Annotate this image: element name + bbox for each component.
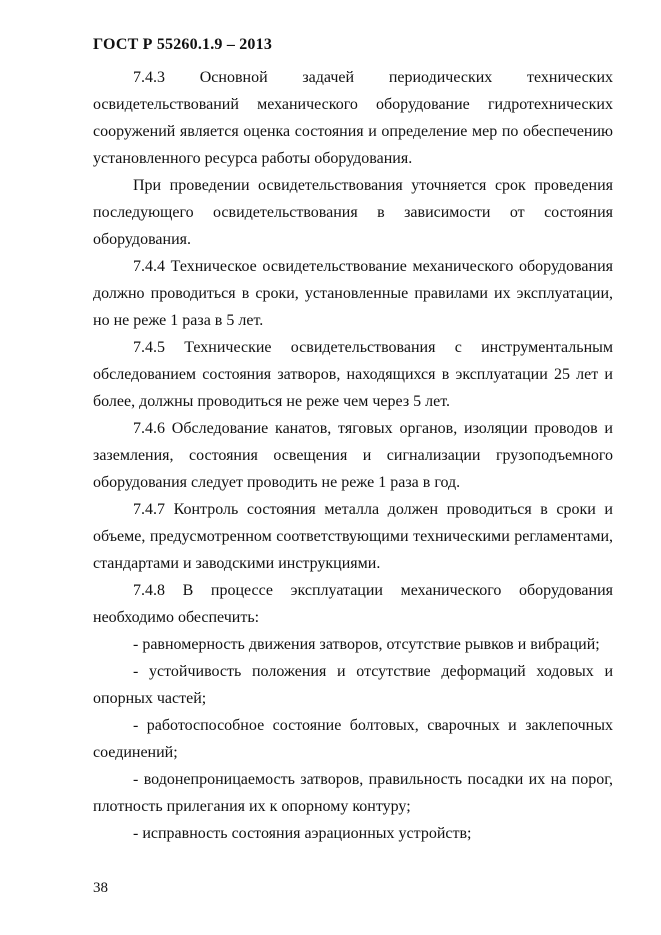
list-item: - исправность состояния аэрационных устройств;	[133, 825, 472, 842]
page-number: 38	[93, 880, 108, 896]
paragraph-7-4-8: 7.4.8 В процессе эксплуатации механического оборудования необходимо обеспечить:	[93, 582, 613, 626]
document-body	[93, 64, 613, 847]
document-header: ГОСТ Р 55260.1.9 – 2013	[93, 36, 273, 53]
paragraph-7-4-6: 7.4.6 Обследование канатов, тяговых органов, изоляции проводов и заземления, состояния освещения и сигнализации грузоподъемного оборудования следует проводить не реже 1 раза в год.	[93, 420, 613, 491]
list-item: - устойчивость положения и отсутствие деформаций ходовых и опорных частей;	[93, 663, 613, 707]
paragraph-7-4-3-continued: При проведении освидетельствования уточняется срок проведения последующего освидетельствования в зависимости от состояния оборудования.	[93, 177, 613, 248]
paragraph-7-4-3: 7.4.3 Основной задачей периодических технических освидетельствований механического оборудование гидротехнических сооружений является оценка состояния и определение мер по обеспечению установленного ресурса работы оборудования.	[93, 69, 613, 167]
paragraph-7-4-4: 7.4.4 Техническое освидетельствование механического оборудования должно проводиться в сроки, установленные правилами их эксплуатации, но не реже 1 раза в 5 лет.	[93, 258, 613, 329]
list-item: - равномерность движения затворов, отсутствие рывков и вибраций;	[133, 636, 600, 653]
paragraph-7-4-7: 7.4.7 Контроль состояния металла должен проводиться в сроки и объеме, предусмотренном соответствующими техническими регламентами, стандартами и заводскими инструкциями.	[93, 501, 613, 572]
list-item: - водонепроницаемость затворов, правильность посадки их на порог, плотность прилегания их к опорному контуру;	[93, 771, 613, 815]
list-item: - работоспособное состояние болтовых, сварочных и заклепочных соединений;	[93, 717, 613, 761]
paragraph-7-4-5: 7.4.5 Технические освидетельствования с инструментальным обследованием состояния затворов, находящихся в эксплуатации 25 лет и более, должны проводиться не реже чем через 5 лет.	[93, 339, 613, 410]
